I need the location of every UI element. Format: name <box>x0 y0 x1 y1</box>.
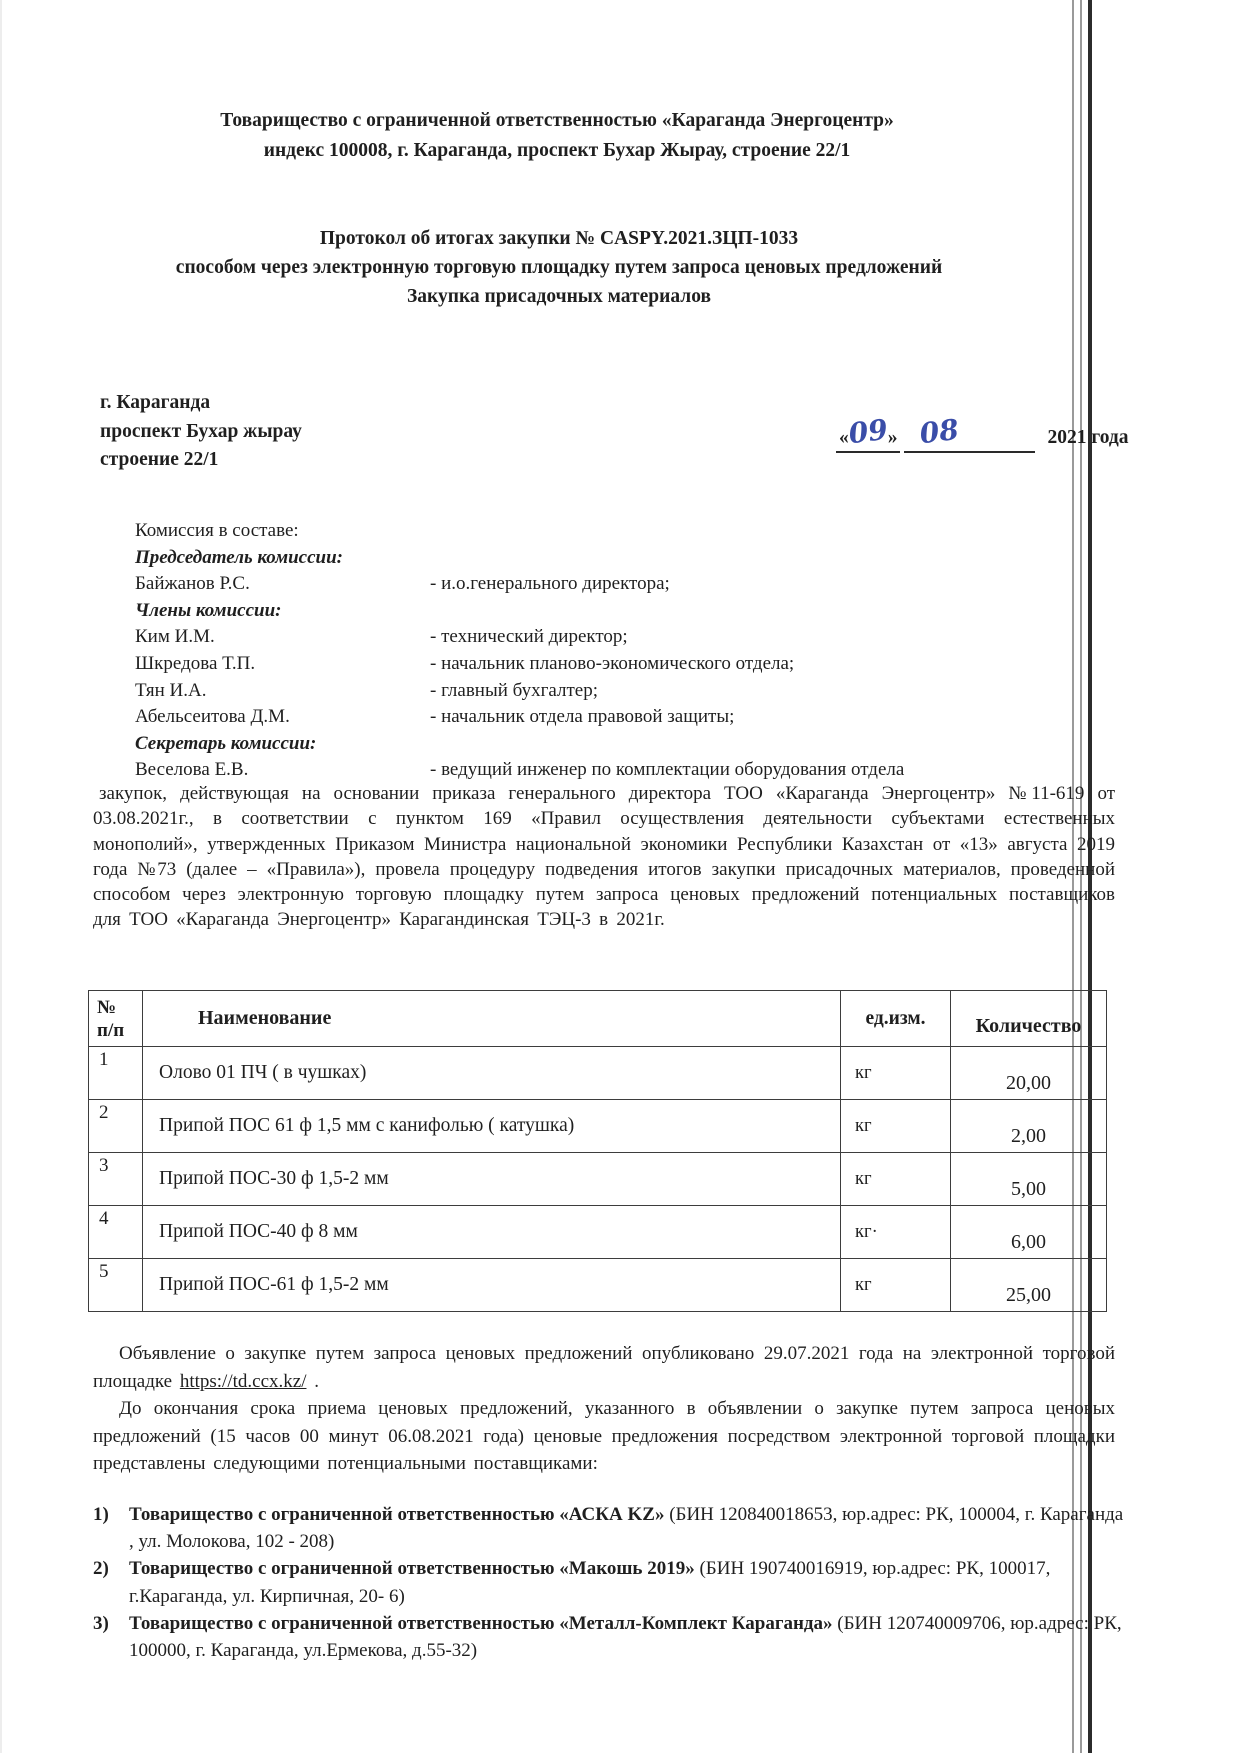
secretary-label: Секретарь комиссии: <box>135 732 317 754</box>
date-month-segment <box>904 412 1035 453</box>
table-row <box>89 1153 1107 1206</box>
doc-title-block <box>0 224 1118 311</box>
row-qty: 2,00 <box>951 1100 1107 1153</box>
row-num: 2 <box>89 1100 143 1153</box>
member-role: - главный бухгалтер; <box>430 679 598 701</box>
row-num: 3 <box>89 1153 143 1206</box>
org-name: Товарищество с ограниченной ответственностью «Караганда Энергоцентр» <box>220 110 894 131</box>
org-header <box>0 106 1114 166</box>
col-header-qty: Количество <box>951 991 1107 1047</box>
row-qty: 20,00 <box>951 1047 1107 1100</box>
table-header-row <box>89 991 1107 1047</box>
table-row <box>89 1259 1107 1312</box>
place-block <box>100 389 302 475</box>
table-row <box>89 1047 1107 1100</box>
member-role: - технический директор; <box>430 626 628 648</box>
open-quote: « <box>839 427 849 448</box>
date-line <box>836 412 1129 453</box>
row-name: Припой ПОС-40 ф 8 мм <box>143 1206 841 1259</box>
commission-row <box>135 757 1075 784</box>
preamble-paragraph: закупок, действующая на основании приказа генерального директора ТОО «Караганда Энергоцентр» №11-619 от 03.08.2021г., в соответствии с пунктом 169 «Правил осуществления деятельности субъектами естественных монополий», утвержденных Приказом Министра национальной экономики Республики Казахстан от «13» августа 2019 года №73 (далее – «Правила»), провела процедуру подведения итогов закупки присадочных материалов, проведенной способом через электронную торговую площадку путем запроса ценовых предложений потенциальных поставщиков для ТОО «Караганда Энергоцентр» Карагандинская ТЭЦ-3 в 2021г. <box>93 783 1115 931</box>
members-label: Члены комиссии: <box>135 599 282 621</box>
row-unit: кг· <box>841 1206 951 1259</box>
member-name: Абельсеитова Д.М. <box>135 706 290 728</box>
handwritten-day: 09 <box>846 412 890 451</box>
close-quote: » <box>887 427 898 448</box>
supplier-item <box>93 1501 1125 1555</box>
announcement-text-before: Объявление о закупке путем запроса ценовых предложений опубликовано 29.07.2021 года на электронной торговой площадке <box>93 1343 1115 1392</box>
supplier-name: Товарищество с ограниченной ответственностью «АСКА KZ» <box>129 1504 665 1525</box>
goods-table <box>88 990 1107 1312</box>
table-row <box>89 1206 1107 1259</box>
deadline-paragraph: До окончания срока приема ценовых предложений, указанного в объявлении о закупке путем запроса ценовых предложений (15 часов 00 минут 06.08.2021 года) ценовые предложения посредством электронной торговой площадки представлены следующими потенциальными поставщиками: <box>93 1398 1115 1474</box>
supplier-details: (БИН 120840018653, юр.адрес: РК, 100004, г. Караганда , ул. Молокова, 102 - 208) <box>129 1504 1124 1553</box>
row-num: 1 <box>89 1047 143 1100</box>
row-qty: 5,00 <box>951 1153 1107 1206</box>
supplier-item <box>93 1610 1125 1664</box>
row-qty: 6,00 <box>951 1206 1107 1259</box>
commission-row <box>135 704 1075 731</box>
protocol-subject: Закупка присадочных материалов <box>406 286 712 307</box>
row-unit: кг <box>841 1153 951 1206</box>
row-num: 4 <box>89 1206 143 1259</box>
row-num: 5 <box>89 1259 143 1312</box>
commission-section <box>135 518 1075 784</box>
protocol-subtitle: способом через электронную торговую площадку путем запроса ценовых предложений <box>175 257 943 278</box>
supplier-number: 1) <box>93 1504 109 1525</box>
col-header-unit: ед.изм. <box>841 991 951 1047</box>
place-street: проспект Бухар жырау <box>100 420 302 442</box>
col-header-name: Наименование <box>143 991 841 1047</box>
row-unit: кг <box>841 1259 951 1312</box>
secretary-role: - ведущий инженер по комплектации оборудования отдела <box>430 759 905 781</box>
announcement-paragraph <box>93 1340 1115 1395</box>
row-name: Олово 01 ПЧ ( в чушках) <box>143 1047 841 1100</box>
place-building: строение 22/1 <box>100 449 219 470</box>
secretary-name: Веселова Е.В. <box>135 759 249 781</box>
table-row <box>89 1100 1107 1153</box>
supplier-item <box>93 1555 1125 1609</box>
row-unit: кг <box>841 1100 951 1153</box>
supplier-name: Товарищество с ограниченной ответственностью «Макошь 2019» <box>129 1558 695 1580</box>
member-name: Тян И.А. <box>135 679 207 701</box>
member-role: - начальник планово-экономического отдела; <box>430 652 795 674</box>
row-qty: 25,00 <box>951 1259 1107 1312</box>
chairman-label: Председатель комиссии: <box>135 546 343 568</box>
row-name: Припой ПОС-30 ф 1,5-2 мм <box>143 1153 841 1206</box>
supplier-number: 2) <box>93 1558 109 1580</box>
date-year: 2021 года <box>1047 427 1129 448</box>
chairman-role: - и.о.генерального директора; <box>430 573 670 595</box>
commission-row <box>135 651 1075 678</box>
suppliers-list <box>93 1501 1125 1664</box>
date-day-segment <box>836 412 900 453</box>
commission-row <box>135 624 1075 651</box>
col-header-num <box>89 991 143 1047</box>
handwritten-month: 08 <box>918 412 961 451</box>
commission-intro: Комиссия в составе: <box>135 520 299 541</box>
member-name: Ким И.М. <box>135 626 215 648</box>
place-city: г. Караганда <box>100 392 211 413</box>
commission-row <box>135 678 1075 705</box>
announcement-text-after: . <box>306 1370 319 1392</box>
protocol-title: Протокол об итогах закупки № CASPY.2021.ЗЦП-1033 <box>319 228 799 249</box>
row-name: Припой ПОС 61 ф 1,5 мм с канифолью ( катушка) <box>143 1100 841 1153</box>
chairman-name: Байжанов Р.С. <box>135 573 250 595</box>
row-name: Припой ПОС-61 ф 1,5-2 мм <box>143 1259 841 1312</box>
org-address: индекс 100008, г. Караганда, проспект Бухар Жырау, строение 22/1 <box>263 140 851 161</box>
row-unit: кг <box>841 1047 951 1100</box>
supplier-number: 3) <box>93 1612 109 1634</box>
member-name: Шкредова Т.П. <box>135 652 256 674</box>
commission-row <box>135 571 1075 598</box>
supplier-name: Товарищество с ограниченной ответственностью «Металл-Комплект Караганда» <box>129 1612 833 1634</box>
supplier-details: (БИН 190740016919, юр.адрес: РК, 100017, г.Караганда, ул. Кирпичная, 20- 6) <box>129 1558 1051 1607</box>
supplier-details: (БИН 120740009706, юр.адрес: РК, 100000, г. Караганда, ул.Ермекова, д.55-32) <box>129 1612 1122 1662</box>
col-header-num-line1: № <box>97 996 117 1018</box>
member-role: - начальник отдела правовой защиты; <box>430 706 735 728</box>
col-header-num-line2: п/п <box>97 1019 125 1041</box>
trading-platform-link[interactable]: https://td.ccx.kz/ <box>179 1370 307 1392</box>
